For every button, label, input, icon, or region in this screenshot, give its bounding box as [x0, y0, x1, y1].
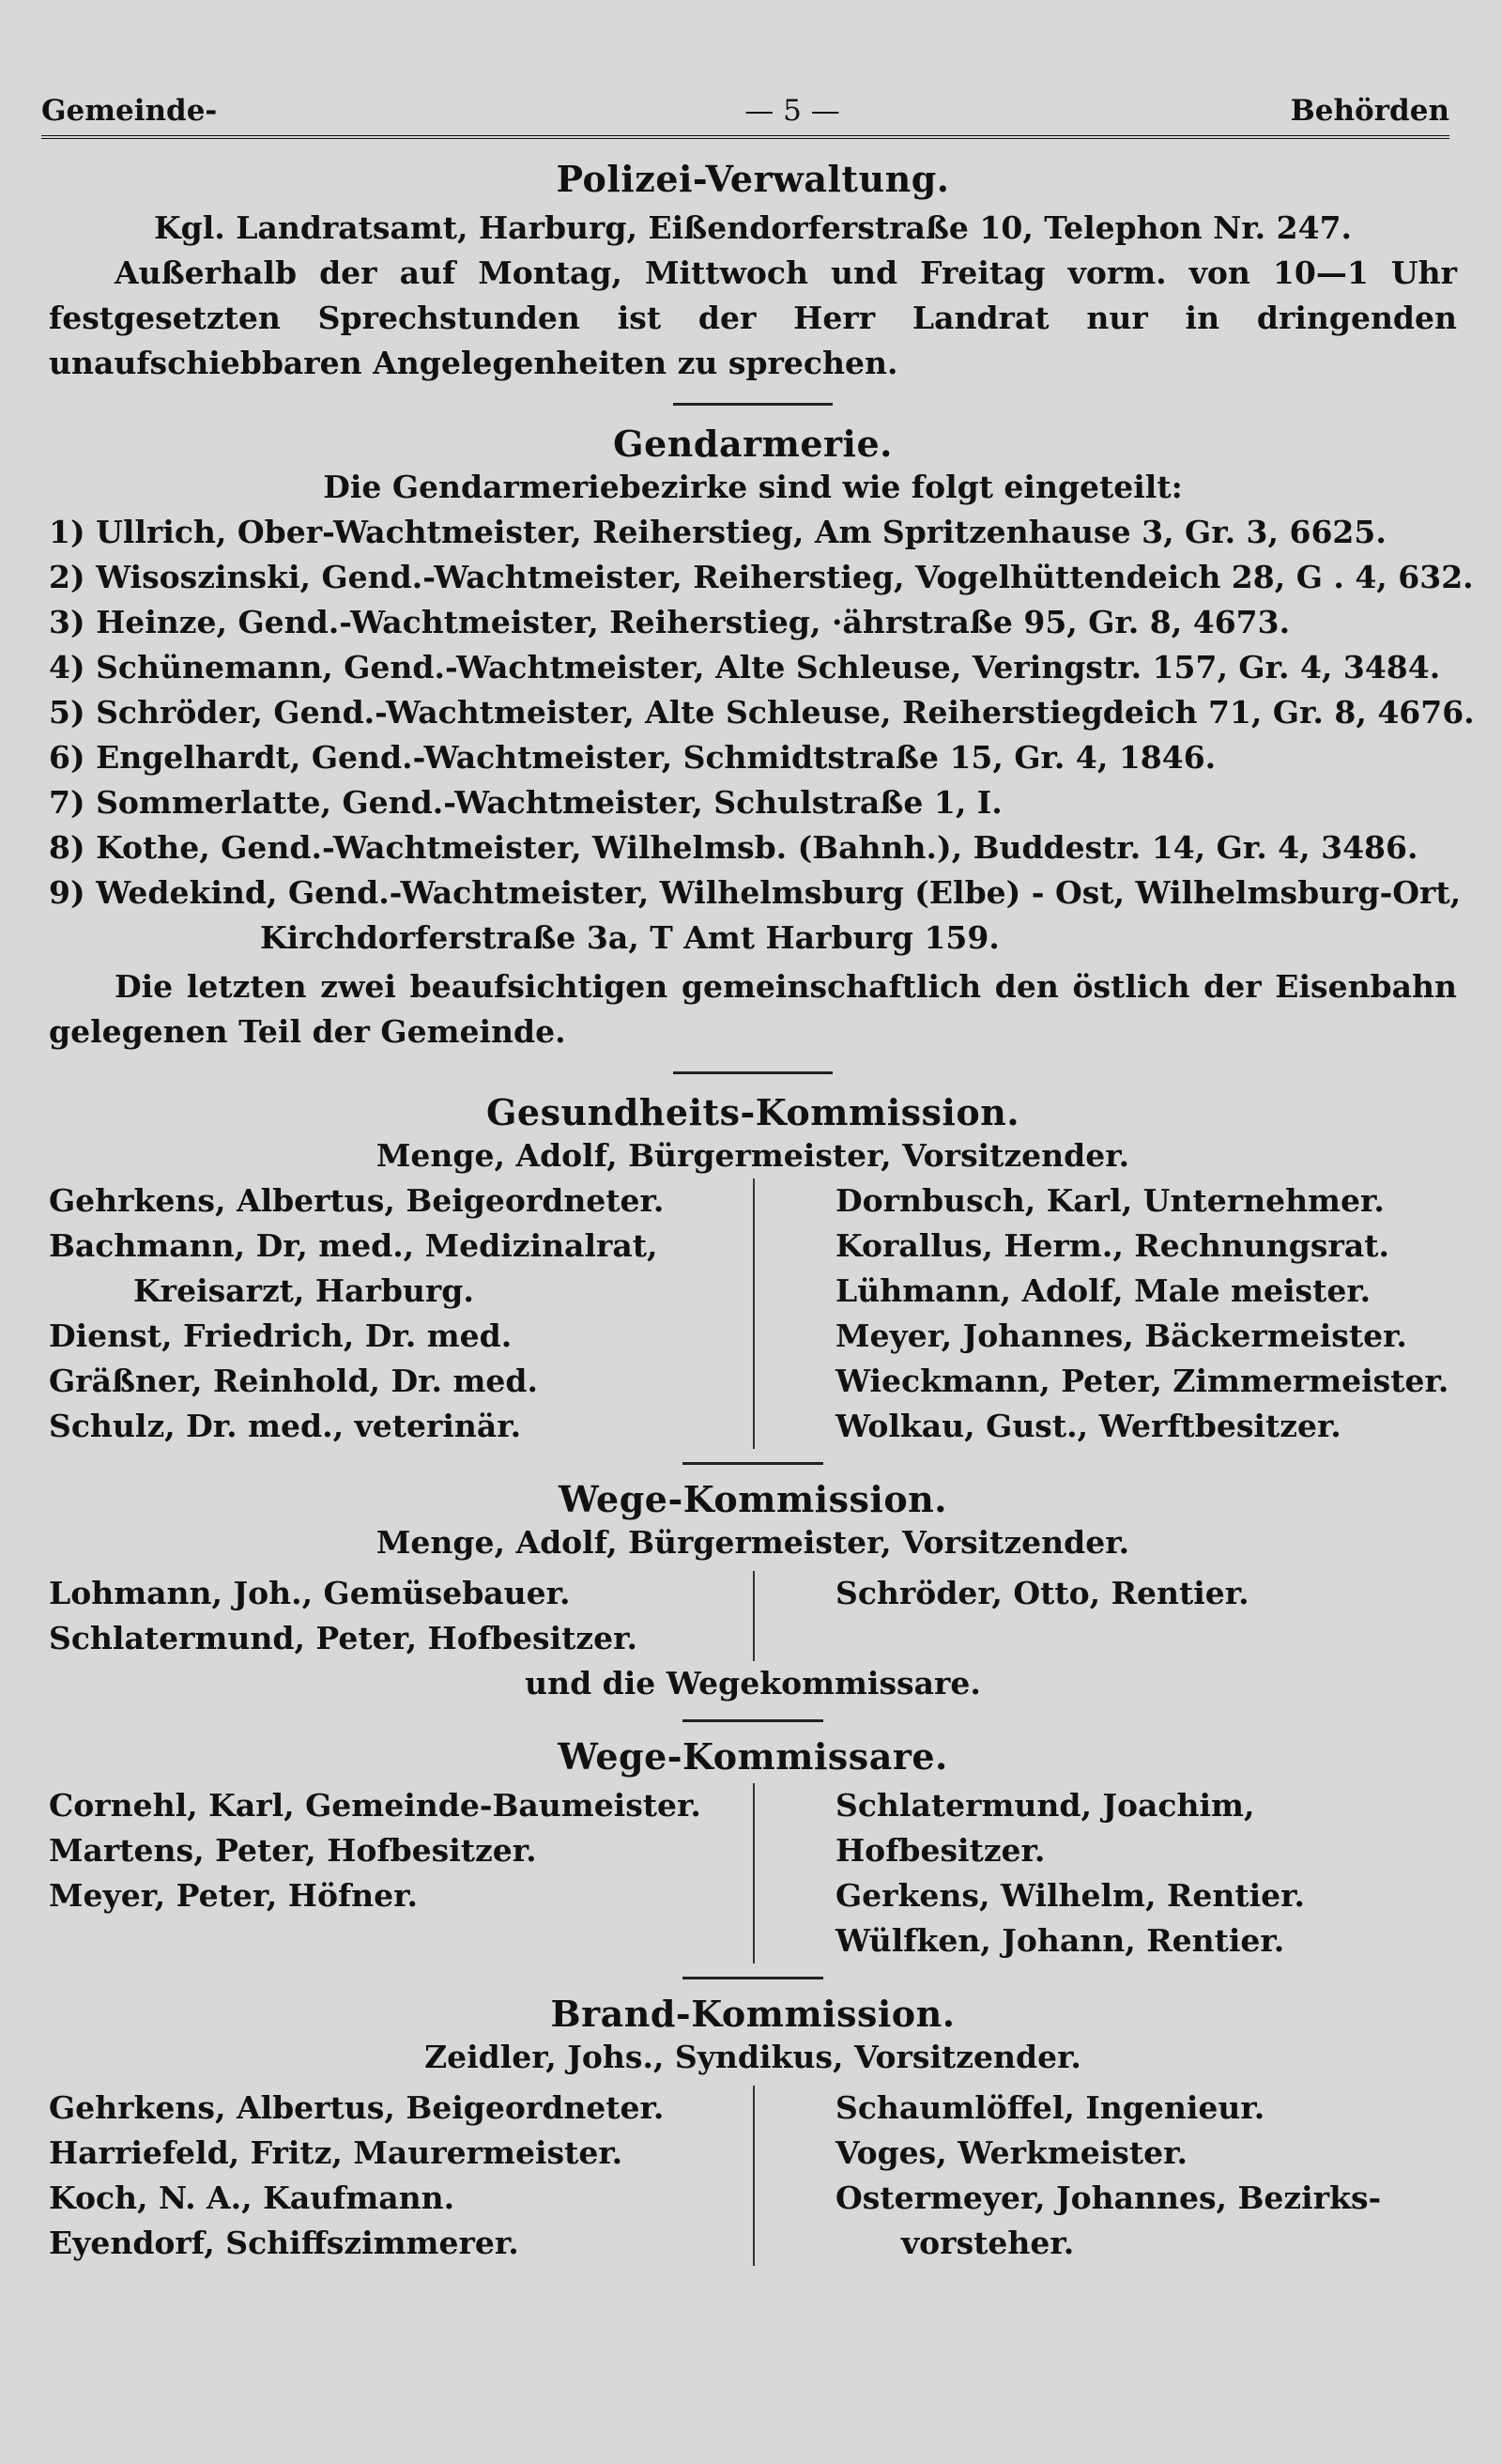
gendarmerie-note: Die letzten zwei beaufsichtigen gemeinschaftlich den östlich der Eisenbahn gelegenen Teil der Gemeinde. [49, 968, 1457, 1050]
members-left [49, 1783, 753, 1964]
member: Martens, Peter, Hofbesitzer. [49, 1832, 537, 1869]
page-header [41, 94, 1449, 139]
wege-members [49, 1571, 1457, 1661]
wege-chair: Menge, Adolf, Bürgermeister, Vorsitzender. [376, 1524, 1130, 1561]
polizei-address: Kgl. Landratsamt, Harburg, Eißendorferstraße 10, Telephon Nr. 247. [153, 209, 1353, 246]
page-content [49, 158, 1475, 2266]
members-left [49, 2086, 753, 2266]
member: Bachmann, Dr, med., Medizinalrat, [49, 1227, 658, 1264]
section-title-gesundheit: Gesundheits-Kommission. [485, 1091, 1020, 1133]
members-right [753, 1178, 1457, 1449]
header-left: Gemeinde- [41, 94, 218, 128]
separator [682, 1977, 823, 1979]
member: Korallus, Herm., Rechnungsrat. [835, 1227, 1389, 1264]
brand-chair: Zeidler, Johs., Syndikus, Vorsitzender. [424, 2039, 1081, 2075]
column-divider [753, 1783, 755, 1964]
member: Wülfken, Johann, Rentier. [835, 1922, 1285, 1959]
gendarmerie-list [49, 510, 1475, 961]
member: Wolkau, Gust., Werftbesitzer. [835, 1408, 1341, 1444]
separator [673, 403, 833, 406]
member: Dornbusch, Karl, Unternehmer. [835, 1182, 1385, 1219]
members-right [753, 1571, 1457, 1661]
member: Dienst, Friedrich, Dr. med. [49, 1317, 513, 1354]
member: Harriefeld, Fritz, Maurermeister. [49, 2134, 623, 2171]
section-title-brand: Brand-Kommission. [550, 1993, 956, 2035]
separator [682, 1719, 823, 1722]
member: Wieckmann, Peter, Zimmermeister. [835, 1363, 1449, 1399]
member: vorsteher. [901, 2225, 1075, 2261]
section-title-wege: Wege-Kommission. [558, 1478, 948, 1520]
member: Lohmann, Joh., Gemüsebauer. [49, 1575, 571, 1611]
members-right [753, 1783, 1457, 1964]
member: Kreisarzt, Harburg. [133, 1272, 474, 1309]
column-divider [753, 2086, 755, 2266]
list-item: 6) Engelhardt, Gend.-Wachtmeister, Schmidtstraße 15, Gr. 4, 1846. [49, 739, 1217, 776]
polizei-text: Außerhalb der auf Montag, Mittwoch und Freitag vorm. von 10—1 Uhr festgesetzten Sprechstunden ist der Herr Landrat nur in dringenden unaufschiebbaren Angelegenheiten zu sprechen. [49, 254, 1457, 381]
members-left [49, 1571, 753, 1661]
list-item: 2) Wisoszinski, Gend.-Wachtmeister, Reiherstieg, Vogelhüttendeich 28, G . 4, 632. [49, 559, 1474, 595]
member: Meyer, Peter, Höfner. [49, 1877, 419, 1914]
separator [673, 1071, 833, 1074]
gendarmerie-intro: Die Gendarmeriebezirke sind wie folgt eingeteilt: [323, 469, 1183, 505]
member: Koch, N. A., Kaufmann. [49, 2179, 455, 2216]
member: Gehrkens, Albertus, Beigeordneter. [49, 2089, 665, 2126]
members-right [753, 2086, 1457, 2266]
member: Gehrkens, Albertus, Beigeordneter. [49, 1182, 665, 1219]
member: Cornehl, Karl, Gemeinde-Baumeister. [49, 1787, 701, 1824]
brand-members [49, 2086, 1457, 2266]
member: Schlatermund, Joachim, Hofbesitzer. [835, 1787, 1255, 1869]
header-right: Behörden [1290, 94, 1449, 128]
list-item: 9) Wedekind, Gend.-Wachtmeister, Wilhelmsburg (Elbe) - Ost, Wilhelmsburg-Ort, [49, 874, 1462, 911]
list-item: Kirchdorferstraße 3a, T Amt Harburg 159. [260, 919, 1000, 956]
list-item: 4) Schünemann, Gend.-Wachtmeister, Alte Schleuse, Veringstr. 157, Gr. 4, 3484. [49, 649, 1441, 685]
member: Schaumlöffel, Ingenieur. [835, 2089, 1265, 2126]
member: Schlatermund, Peter, Hofbesitzer. [49, 1620, 637, 1656]
section-title-gendarmerie: Gendarmerie. [613, 423, 893, 465]
member: Eyendorf, Schiffszimmerer. [49, 2225, 519, 2261]
column-divider [753, 1571, 755, 1661]
list-item: 1) Ullrich, Ober-Wachtmeister, Reiherstieg, Am Spritzenhause 3, Gr. 3, 6625. [49, 514, 1387, 550]
gesundheit-chair: Menge, Adolf, Bürgermeister, Vorsitzender. [376, 1137, 1130, 1174]
members-left [49, 1178, 753, 1449]
member: Voges, Werkmeister. [835, 2134, 1188, 2171]
member: Meyer, Johannes, Bäckermeister. [835, 1317, 1407, 1354]
column-divider [753, 1178, 755, 1449]
list-item: 8) Kothe, Gend.-Wachtmeister, Wilhelmsb. (Bahnh.), Buddestr. 14, Gr. 4, 3486. [49, 829, 1418, 866]
section-title-wegekommissare: Wege-Kommissare. [558, 1735, 948, 1778]
list-item: 7) Sommerlatte, Gend.-Wachtmeister, Schulstraße 1, I. [49, 784, 1003, 821]
member: Ostermeyer, Johannes, Bezirks- [835, 2179, 1382, 2216]
list-item: 5) Schröder, Gend.-Wachtmeister, Alte Schleuse, Reiherstiegdeich 71, Gr. 8, 4676. [49, 694, 1475, 731]
gesundheit-members [49, 1178, 1457, 1449]
wegekommissare-members [49, 1783, 1457, 1964]
member: Schulz, Dr. med., veterinär. [49, 1408, 522, 1444]
page-number: — 5 — [744, 94, 840, 128]
section-title-polizei: Polizei-Verwaltung. [556, 158, 950, 200]
member: Gräßner, Reinhold, Dr. med. [49, 1363, 538, 1399]
member: Lühmann, Adolf, Male meister. [835, 1272, 1372, 1309]
member: Gerkens, Wilhelm, Rentier. [835, 1877, 1305, 1914]
member: Schröder, Otto, Rentier. [835, 1575, 1249, 1611]
list-item: 3) Heinze, Gend.-Wachtmeister, Reiherstieg, ·ährstraße 95, Gr. 8, 4673. [49, 604, 1291, 640]
separator [682, 1462, 823, 1465]
wege-footer: und die Wegekommissare. [525, 1665, 981, 1702]
